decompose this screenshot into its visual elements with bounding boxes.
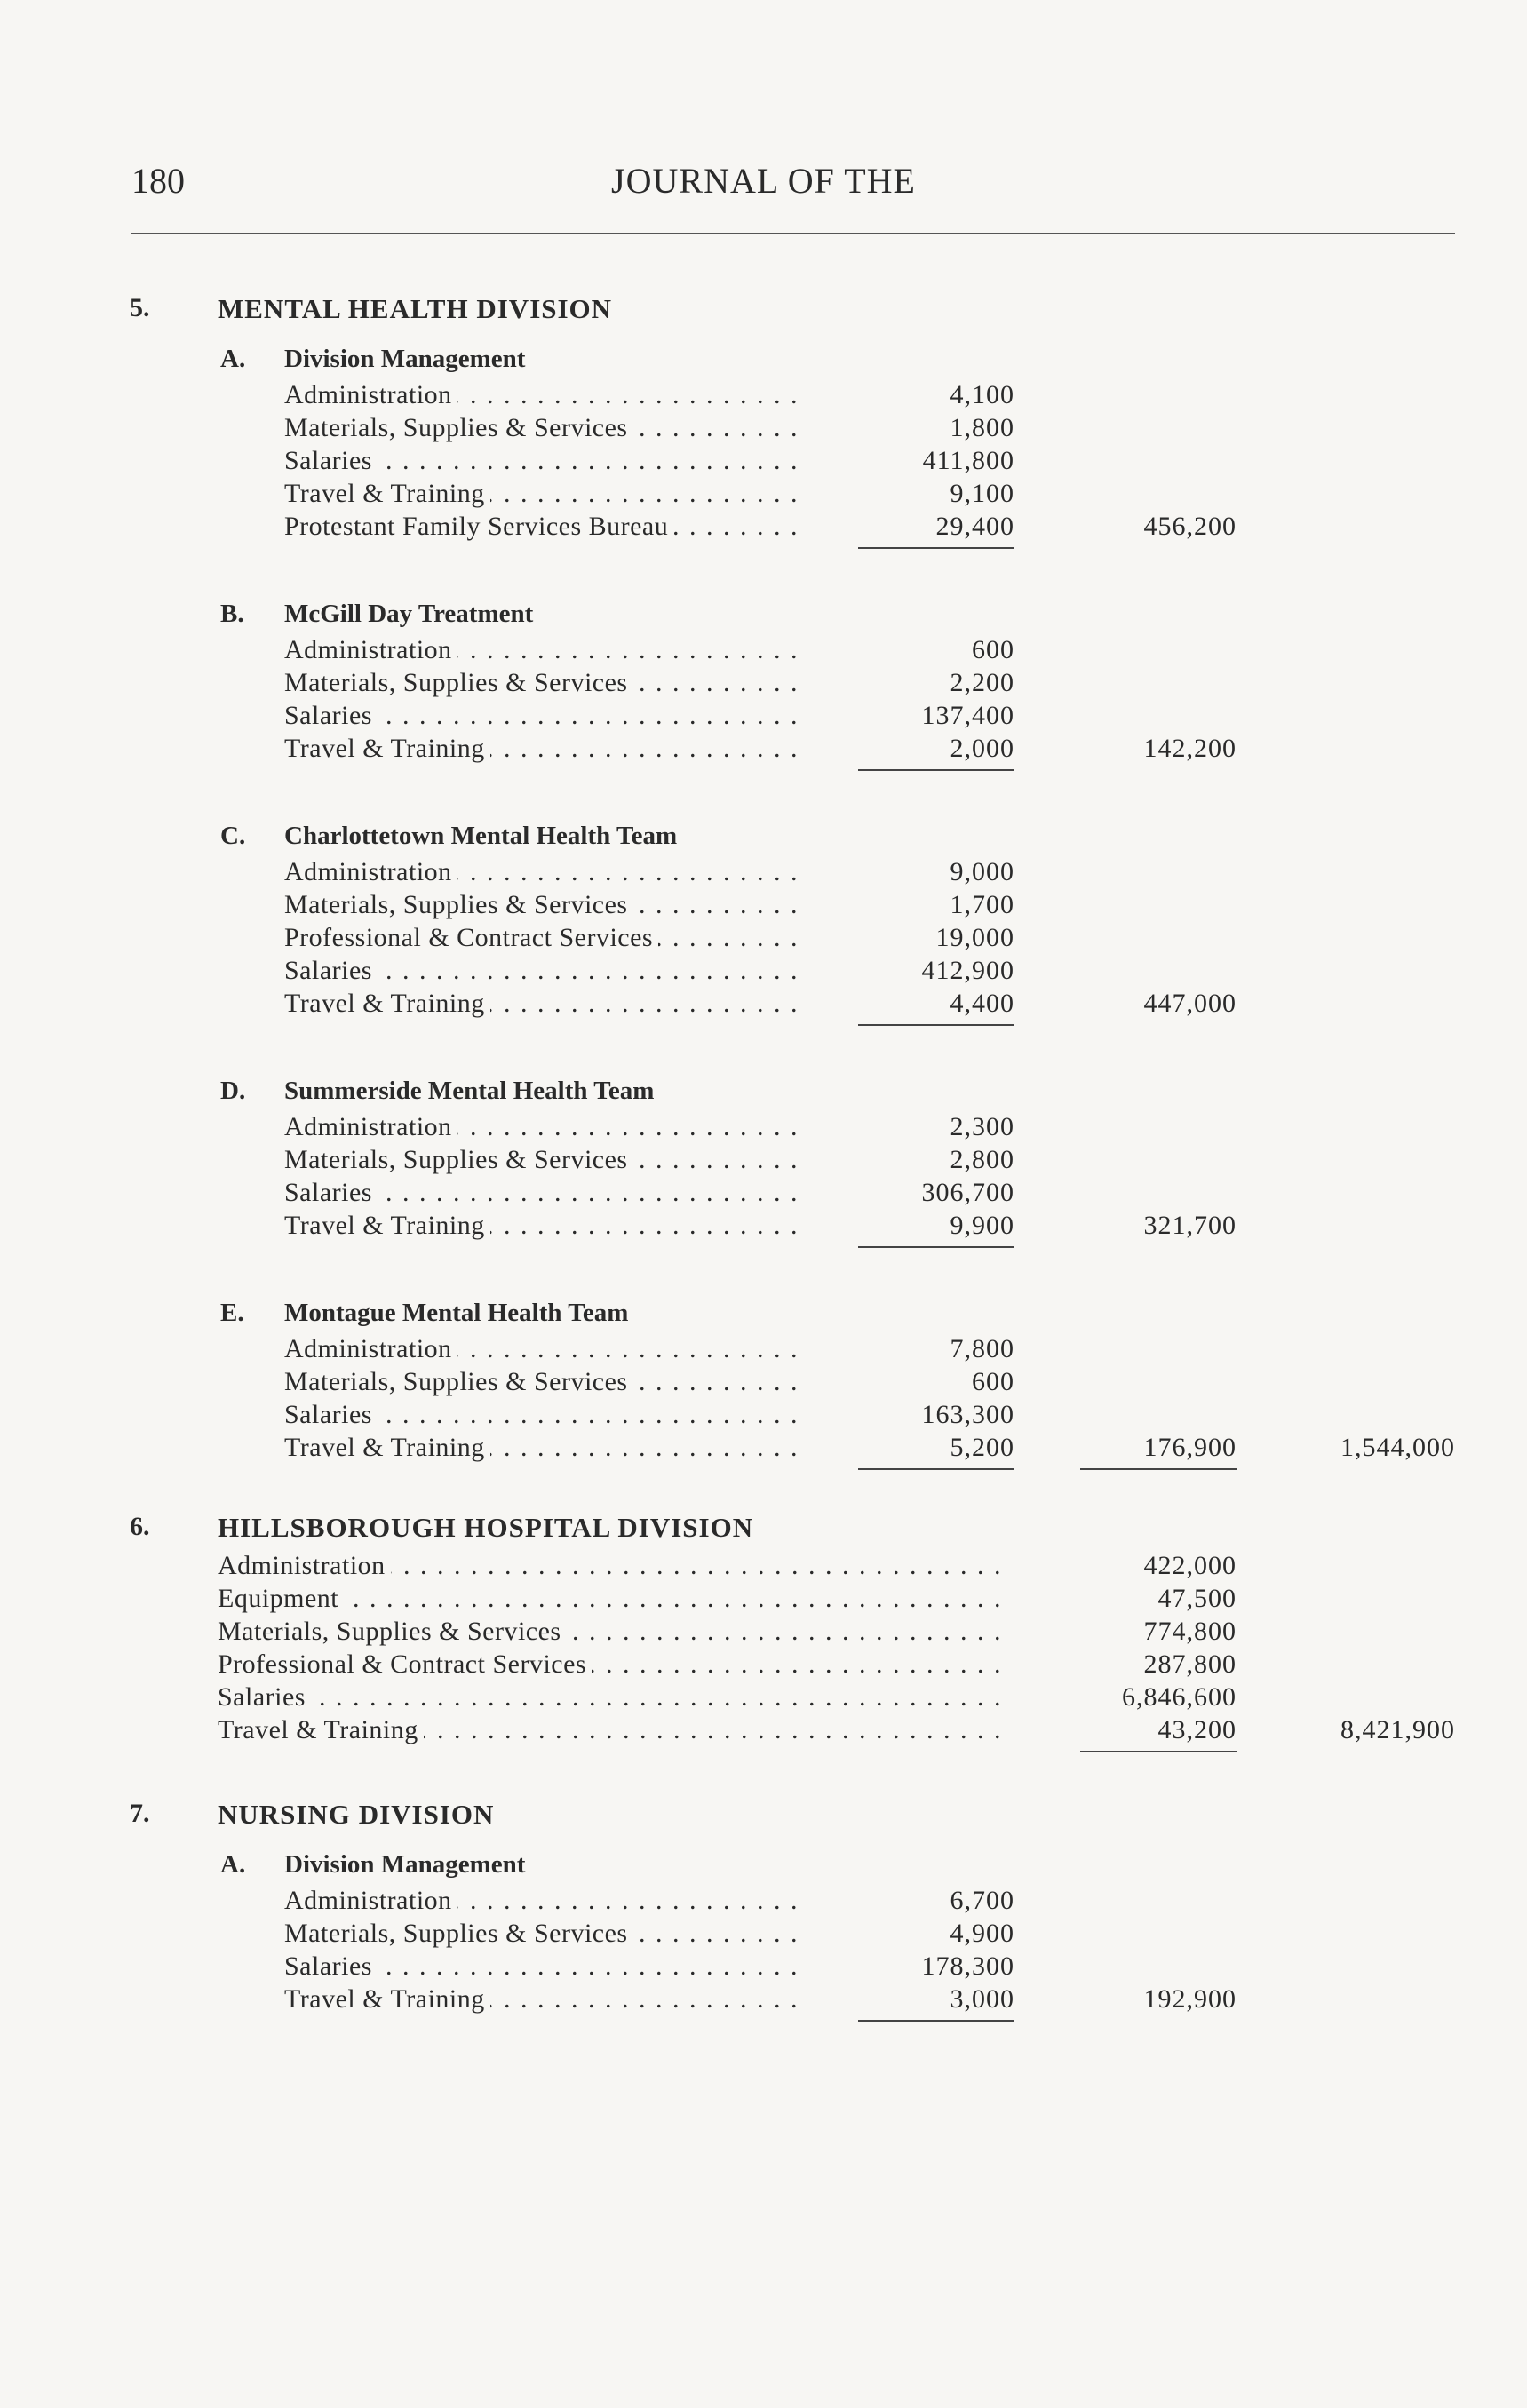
subtotal-rule [858, 1246, 1014, 1248]
line-item-text: Materials, Supplies & Services [284, 1145, 633, 1174]
line-item [0, 446, 1527, 479]
subsection-title: Montague Mental Health Team [284, 1299, 629, 1327]
line-item-amount: 600 [972, 635, 1014, 664]
section-title: MENTAL HEALTH DIVISION [218, 293, 613, 324]
line-item-label [284, 734, 798, 764]
line-item-label [284, 1400, 798, 1430]
line-item [0, 1178, 1527, 1211]
line-item-amount: 43,200 [1157, 1715, 1237, 1744]
subtotal-rule [858, 547, 1014, 549]
section-title: HILLSBOROUGH HOSPITAL DIVISION [218, 1512, 754, 1543]
subsection-title: Division Management [284, 1850, 526, 1879]
line-item-text: Administration [284, 380, 457, 409]
line-item-amount: 2,300 [950, 1112, 1014, 1141]
line-item-text: Equipment [218, 1584, 344, 1613]
line-item [0, 1400, 1527, 1433]
subsection-header [0, 1850, 1527, 1886]
line-item-label [284, 1433, 798, 1463]
line-item-label [284, 512, 798, 542]
line-item [0, 1551, 1527, 1584]
line-item-text: Travel & Training [284, 1211, 490, 1240]
line-item [0, 1433, 1527, 1466]
line-item-text: Administration [218, 1551, 391, 1580]
line-item-label [284, 1919, 798, 1949]
section-number: 7. [130, 1799, 150, 1828]
line-item [0, 512, 1527, 544]
line-item-amount: 9,000 [950, 857, 1014, 886]
line-item-amount: 5,200 [950, 1433, 1014, 1462]
line-item [0, 668, 1527, 701]
line-item-label [284, 1886, 798, 1916]
line-item-label [218, 1649, 1013, 1680]
line-item-text: Salaries [284, 956, 378, 985]
line-item-label [218, 1584, 1013, 1614]
subsection-subtotal: 456,200 [1143, 512, 1237, 541]
line-item-amount: 774,800 [1143, 1617, 1237, 1646]
line-item-label [284, 446, 798, 476]
line-item-label [218, 1551, 1013, 1581]
subtotal-rule [858, 769, 1014, 771]
section-title: NURSING DIVISION [218, 1799, 495, 1830]
line-item-amount: 4,100 [950, 380, 1014, 409]
line-item-text: Travel & Training [284, 1433, 490, 1462]
line-item-label [284, 923, 798, 953]
subsection-letter: E. [220, 1299, 244, 1327]
line-item-amount: 600 [972, 1367, 1014, 1396]
line-item-label [284, 956, 798, 986]
line-item-label [284, 1112, 798, 1142]
line-item [0, 1334, 1527, 1367]
line-item-label [284, 890, 798, 920]
section-number: 6. [130, 1512, 150, 1541]
line-item [0, 701, 1527, 734]
line-item-text: Travel & Training [218, 1715, 424, 1744]
subsection-subtotal: 142,200 [1143, 734, 1237, 763]
line-item-text: Salaries [284, 701, 378, 730]
line-item-text: Administration [284, 1334, 457, 1363]
line-item-amount: 2,000 [950, 734, 1014, 763]
subsection-header [0, 1077, 1527, 1112]
line-item-amount: 19,000 [935, 923, 1014, 952]
subsection [0, 822, 1527, 1021]
subsection-title: McGill Day Treatment [284, 600, 534, 628]
line-item [0, 734, 1527, 767]
line-item-amount: 1,700 [950, 890, 1014, 919]
subsection-header [0, 1299, 1527, 1334]
line-item [0, 923, 1527, 956]
line-item [0, 1211, 1527, 1244]
line-item-label [284, 1367, 798, 1397]
line-item-label [284, 1211, 798, 1241]
line-item-amount: 3,000 [950, 1984, 1014, 2014]
line-item [0, 1682, 1527, 1715]
line-item-text: Materials, Supplies & Services [284, 1367, 633, 1396]
subsection-title: Division Management [284, 345, 526, 373]
line-item-text: Materials, Supplies & Services [218, 1617, 567, 1646]
line-item-amount: 411,800 [922, 446, 1014, 475]
line-item-label [218, 1682, 1013, 1713]
line-item [0, 1584, 1527, 1617]
line-item-amount: 4,900 [950, 1919, 1014, 1948]
line-item-text: Administration [284, 857, 457, 886]
line-item-label [284, 413, 798, 443]
subsection-letter: D. [220, 1077, 246, 1105]
subsection [0, 600, 1527, 767]
line-item-amount: 137,400 [921, 701, 1014, 730]
subsection-header [0, 822, 1527, 857]
line-item-label [218, 1715, 1013, 1745]
section-hillsborough [0, 1512, 1527, 1748]
line-item-amount: 4,400 [950, 989, 1014, 1018]
line-item [0, 1617, 1527, 1649]
line-item-text: Salaries [218, 1682, 311, 1712]
line-item-label [284, 635, 798, 665]
line-item-amount: 47,500 [1157, 1584, 1237, 1613]
section-total: 1,544,000 [1340, 1433, 1455, 1462]
line-item-text: Administration [284, 635, 457, 664]
line-item [0, 1984, 1527, 2017]
line-item-label [284, 668, 798, 698]
page-title: JOURNAL OF THE [611, 161, 916, 201]
line-item-text: Administration [284, 1886, 457, 1915]
line-item [0, 890, 1527, 923]
line-item [0, 1112, 1527, 1145]
line-item-text: Salaries [284, 446, 378, 475]
line-item-amount: 9,900 [950, 1211, 1014, 1240]
line-item-label [284, 1951, 798, 1982]
line-item-amount: 2,200 [950, 668, 1014, 697]
subsection-letter: A. [220, 345, 246, 373]
line-item-label [284, 1145, 798, 1175]
line-item-text: Materials, Supplies & Services [284, 413, 633, 442]
header-rule [131, 233, 1455, 234]
section-total-rule [1080, 1751, 1237, 1752]
section-nursing [0, 1799, 1527, 2017]
line-item-text: Materials, Supplies & Services [284, 890, 633, 919]
line-item-text: Salaries [284, 1400, 378, 1429]
line-item [0, 1919, 1527, 1951]
line-item-label [284, 989, 798, 1019]
line-item [0, 380, 1527, 413]
line-item-text: Travel & Training [284, 479, 490, 508]
subsection-letter: A. [220, 1850, 246, 1879]
line-item-label [218, 1617, 1013, 1647]
subtotal-rule [858, 1468, 1014, 1470]
subsection-subtotal: 192,900 [1143, 1984, 1237, 2014]
line-item-text: Materials, Supplies & Services [284, 668, 633, 697]
line-item-amount: 6,700 [950, 1886, 1014, 1915]
line-item [0, 1715, 1527, 1748]
line-item [0, 1649, 1527, 1682]
subsection-subtotal: 447,000 [1143, 989, 1237, 1018]
line-item-text: Salaries [284, 1178, 378, 1207]
line-item [0, 413, 1527, 446]
section-number: 5. [130, 293, 150, 322]
line-item [0, 1886, 1527, 1919]
line-item [0, 1145, 1527, 1178]
line-item-amount: 7,800 [950, 1334, 1014, 1363]
line-item-label [284, 1178, 798, 1208]
line-item-label [284, 1334, 798, 1364]
line-item-text: Materials, Supplies & Services [284, 1919, 633, 1948]
line-item-amount: 306,700 [921, 1178, 1014, 1207]
line-item-text: Travel & Training [284, 1984, 490, 2014]
subsection-letter: B. [220, 600, 244, 628]
line-item-amount: 2,800 [950, 1145, 1014, 1174]
subsection [0, 1299, 1527, 1466]
subsection [0, 345, 1527, 544]
subsection-letter: C. [220, 822, 246, 850]
subsection-title: Summerside Mental Health Team [284, 1077, 655, 1105]
line-item-amount: 287,800 [1143, 1649, 1237, 1679]
line-item-amount: 6,846,600 [1122, 1682, 1237, 1712]
line-item-amount: 29,400 [935, 512, 1014, 541]
line-item-text: Travel & Training [284, 989, 490, 1018]
line-item-amount: 163,300 [921, 1400, 1014, 1429]
line-item-label [284, 380, 798, 410]
line-item-label [284, 701, 798, 731]
line-item-amount: 9,100 [950, 479, 1014, 508]
subsection [0, 1077, 1527, 1244]
line-item [0, 956, 1527, 989]
line-item-text: Administration [284, 1112, 457, 1141]
line-item [0, 1951, 1527, 1984]
line-item-amount: 1,800 [950, 413, 1014, 442]
line-item [0, 1367, 1527, 1400]
section-mental-health [0, 293, 1527, 1466]
line-item [0, 479, 1527, 512]
subsection-title: Charlottetown Mental Health Team [284, 822, 678, 850]
line-item-amount: 422,000 [1143, 1551, 1237, 1580]
subsection [0, 1850, 1527, 2017]
line-item-text: Salaries [284, 1951, 378, 1981]
subsection-subtotal: 176,900 [1143, 1433, 1237, 1462]
line-item-label [284, 1984, 798, 2015]
subtotal-rule [858, 1024, 1014, 1026]
line-item-amount: 178,300 [921, 1951, 1014, 1981]
line-item-text: Travel & Training [284, 734, 490, 763]
line-item-text: Professional & Contract Services [284, 923, 658, 952]
line-item-text: Professional & Contract Services [218, 1649, 592, 1679]
line-item [0, 635, 1527, 668]
line-item [0, 989, 1527, 1021]
line-item-text: Protestant Family Services Bureau [284, 512, 673, 541]
section-total-rule [1080, 1468, 1237, 1470]
subsection-header [0, 345, 1527, 380]
page-number: 180 [131, 161, 185, 201]
subsection-header [0, 600, 1527, 635]
line-item [0, 857, 1527, 890]
line-item-label [284, 479, 798, 509]
subtotal-rule [858, 2020, 1014, 2022]
section-total: 8,421,900 [1340, 1715, 1455, 1744]
line-item-label [284, 857, 798, 887]
subsection-subtotal: 321,700 [1143, 1211, 1237, 1240]
line-item-amount: 412,900 [921, 956, 1014, 985]
